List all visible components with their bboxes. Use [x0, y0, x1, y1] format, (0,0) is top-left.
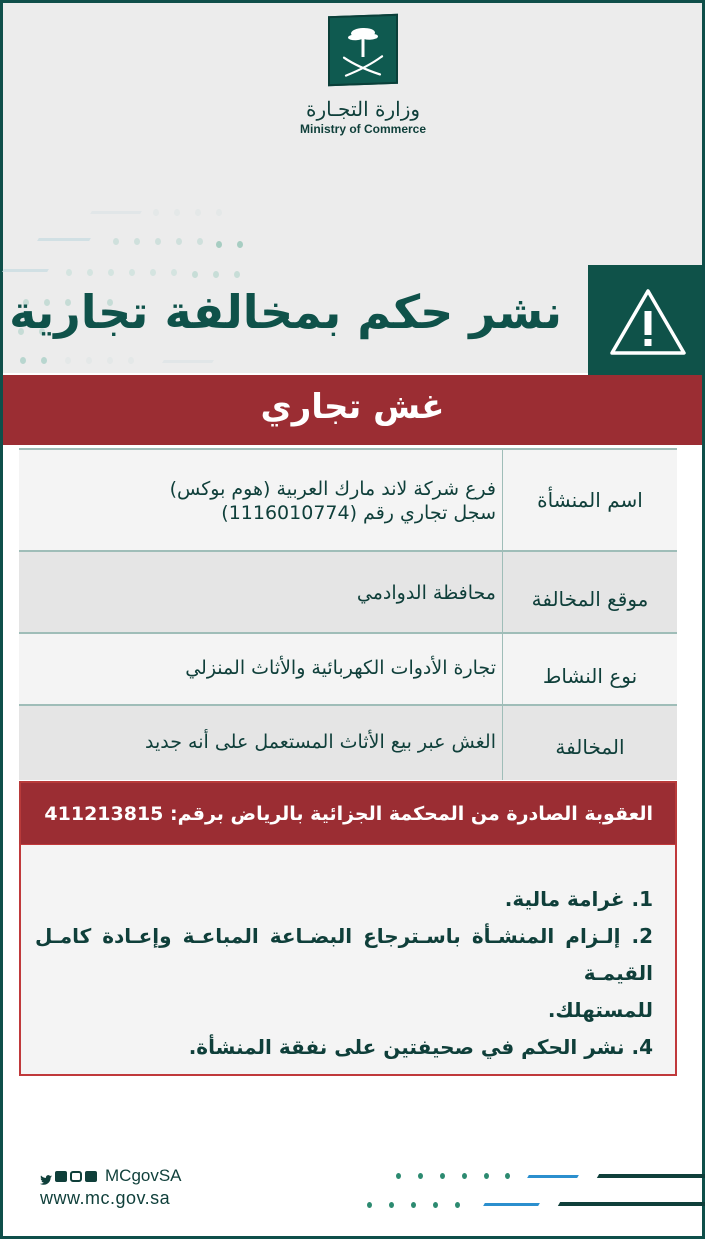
- penalty-item: 4. نشر الحكم في صحيفتين على نفقة المنشأة.: [188, 1035, 653, 1059]
- penalty-item: للمستهلك.: [547, 998, 653, 1022]
- activity-type: تجارة الأدوات الكهربائية والأثاث المنزلي: [185, 657, 496, 680]
- youtube-icon[interactable]: [85, 1171, 97, 1182]
- violation-location: محافظة الدوادمي: [356, 582, 496, 604]
- facebook-icon[interactable]: [55, 1171, 67, 1182]
- table-row: [19, 632, 677, 704]
- penalty-list: [19, 844, 677, 1076]
- page-title: نشر حكم بمخالفة تجارية: [9, 285, 562, 339]
- row-label: اسم المنشأة: [502, 450, 677, 550]
- ministry-logo: [293, 15, 433, 136]
- row-label: موقع المخالفة: [502, 552, 677, 632]
- penalty-item: 1. غرامة مالية.: [504, 887, 653, 911]
- row-value: [19, 450, 502, 550]
- establishment-name: فرع شركة لاند مارك العربية (هوم بوكس): [169, 478, 496, 500]
- category-banner: [3, 375, 702, 445]
- row-value: [19, 706, 502, 780]
- ministry-name-english: Ministry of Commerce: [299, 122, 427, 136]
- category-title: غش تجاري: [260, 387, 445, 427]
- table-row: [19, 448, 677, 550]
- row-label: نوع النشاط: [502, 634, 677, 704]
- social-links: [40, 1166, 182, 1186]
- penalty-heading: العقوبة الصادرة من المحكمة الجزائية بالرياض برقم: 411213815: [19, 781, 677, 844]
- website-link[interactable]: www.mc.gov.sa: [40, 1188, 171, 1208]
- warning-triangle-icon: [608, 287, 688, 357]
- twitter-icon[interactable]: [40, 1171, 52, 1182]
- instagram-icon[interactable]: [70, 1171, 82, 1182]
- row-label: المخالفة: [502, 706, 677, 780]
- ministry-name-arabic: وزارة التجـارة: [305, 97, 421, 121]
- warning-badge: [588, 265, 702, 375]
- violation-details-table: [19, 448, 677, 780]
- palm-and-swords-emblem-icon: [328, 14, 398, 86]
- row-value: [19, 552, 502, 632]
- table-row: [19, 550, 677, 632]
- violation-description: الغش عبر بيع الأثاث المستعمل على أنه جديد: [145, 731, 496, 754]
- table-row: [19, 704, 677, 780]
- commercial-registration: سجل تجاري رقم (1116010774): [221, 501, 496, 524]
- social-handle[interactable]: MCgovSA: [105, 1166, 182, 1185]
- penalty-item: 2. إلـزام المنشـأة باسـترجاع البضـاعة المباعـة وإعـادة كامـل القيمـة: [35, 924, 653, 985]
- row-value: [19, 634, 502, 704]
